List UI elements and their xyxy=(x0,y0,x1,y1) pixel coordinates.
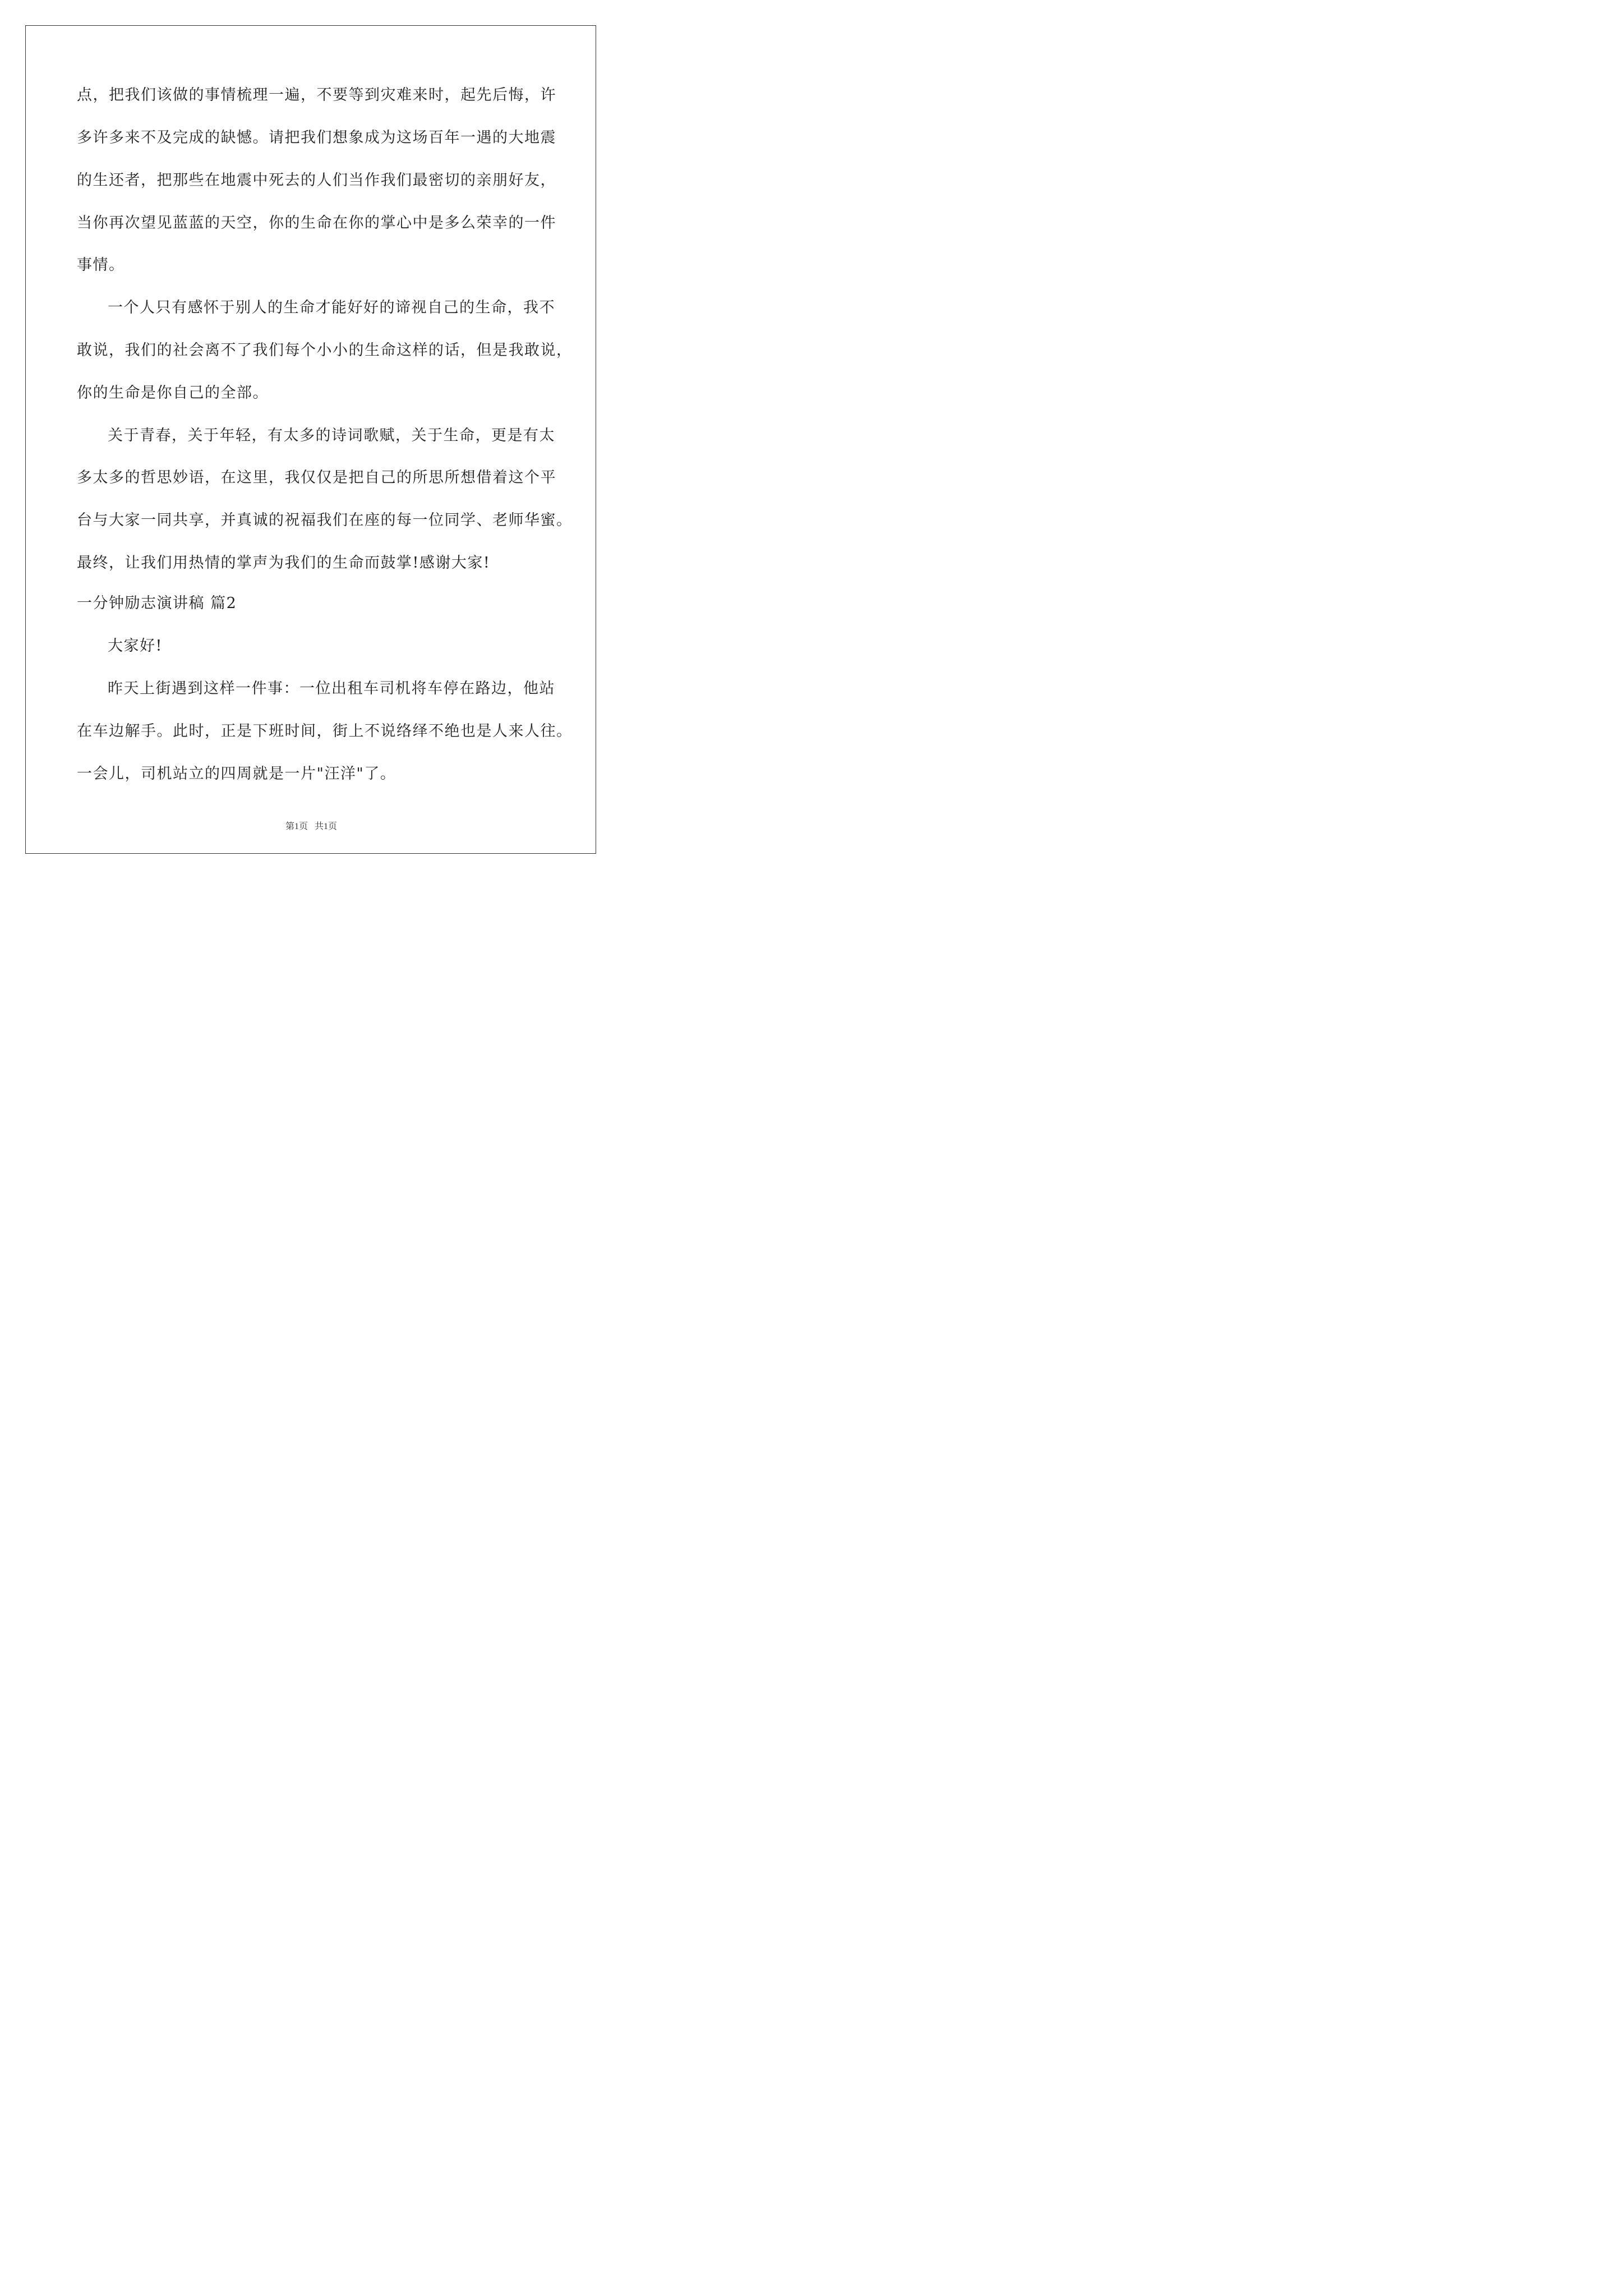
text-line-15: 昨天上街遇到这样一件事：一位出租车司机将车停在路边，他站 xyxy=(108,680,555,697)
text-line-1: 点，把我们该做的事情梳理一遍，不要等到灾难来时，起先后悔，许 xyxy=(77,86,556,104)
text-line-16: 在车边解手。此时，正是下班时间，街上不说络绎不绝也是人来人往。 xyxy=(77,723,573,740)
text-line-5: 事情。 xyxy=(77,256,125,274)
text-line-7: 敢说，我们的社会离不了我们每个小小的生命这样的话，但是我敢说， xyxy=(77,342,573,359)
text-line-17: 一会儿，司机站立的四周就是一片"汪洋"了。 xyxy=(77,765,396,783)
text-line-12: 最终，让我们用热情的掌声为我们的生命而鼓掌!感谢大家! xyxy=(77,554,491,572)
section-heading: 一分钟励志演讲稿 篇2 xyxy=(77,595,237,612)
text-line-10: 多太多的哲思妙语，在这里，我仅仅是把自己的所思所想借着这个平 xyxy=(77,469,556,486)
text-line-4: 当你再次望见蓝蓝的天空，你的生命在你的掌心中是多么荣幸的一件 xyxy=(77,214,556,232)
text-line-6: 一个人只有感怀于别人的生命才能好好的谛视自己的生命，我不 xyxy=(108,299,555,316)
text-line-14: 大家好! xyxy=(108,637,163,655)
page-footer: 第1页 共1页 xyxy=(285,822,337,831)
text-line-3: 的生还者，把那些在地震中死去的人们当作我们最密切的亲朋好友， xyxy=(77,172,556,189)
text-line-2: 多许多来不及完成的缺憾。请把我们想象成为这场百年一遇的大地震 xyxy=(77,129,556,146)
text-line-9: 关于青春，关于年轻，有太多的诗词歌赋，关于生命，更是有太 xyxy=(108,427,555,444)
text-line-8: 你的生命是你自己的全部。 xyxy=(77,384,269,402)
text-line-11: 台与大家一同共享，并真诚的祝福我们在座的每一位同学、老师华蜜。 xyxy=(77,512,573,529)
